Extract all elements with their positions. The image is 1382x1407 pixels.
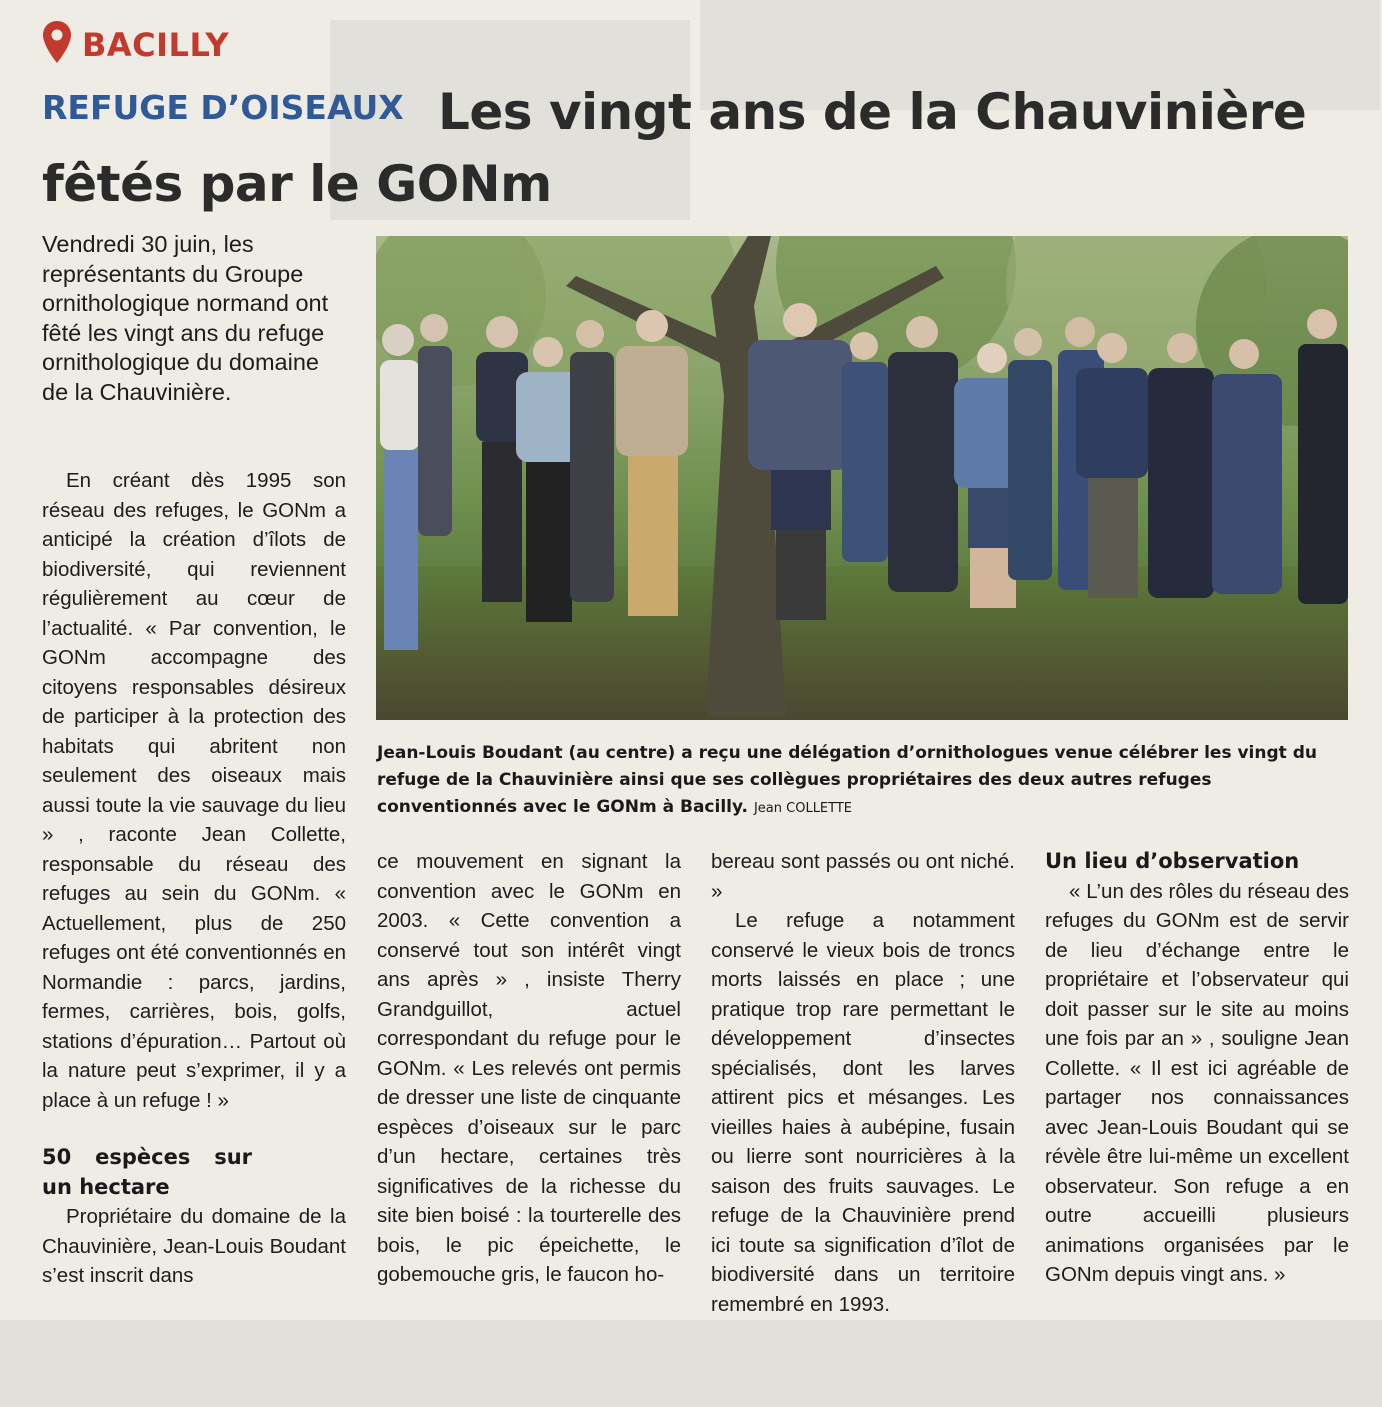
article-photo <box>376 236 1348 720</box>
body-paragraph: Le refuge a notamment conservé le vieux bois de troncs morts laissés en place ; une pratique trop rare permettant le développement d’insectes spécialisés, dont les larves attirent pics et mésanges. Les vieilles haies à aubépine, fusain ou lierre sont nourricières à la saison des fruits sauvages. Le refuge de la Chauvinière prend ici toute sa signification d’îlot de biodiversité dans un territoire remembré en 1993. <box>711 909 1015 1316</box>
body-paragraph: « L’un des rôles du réseau des refuges du GONm est de servir de lieu d’échange entre le propriétaire et l’observateur qui doit passer sur le site au moins une fois par an » , souligne Jean Collette. « Il est ici agréable de partager nos connaissances avec Jean-Louis Boudant qui se révèle être lui-même un excellent observateur. Son refuge a en outre accueilli plusieurs animations organisées par le GONm depuis vingt ans. » <box>1045 879 1349 1286</box>
group-photo-illustration <box>376 236 1348 720</box>
body-column-2 <box>377 847 681 1290</box>
subheading-lieu-observation: Un lieu d’observation <box>1045 849 1300 873</box>
body-paragraph: ce mouvement en signant la convention avec le GONm en 2003. « Cette convention a conservé tout son intérêt vingt ans après » , insiste Therry Grandguillot, actuel correspondant du refuge pour le GONm. « Les relevés ont permis de dresser une liste de cinquante espèces d’oiseaux sur le parc d’un hectare, certaines très significatives de la richesse du site bien boisé : la tourterelle des bois, le pic épeichette, le gobemouche gris, le faucon ho- <box>377 850 681 1286</box>
location-label: BACILLY <box>82 26 230 64</box>
body-column-3 <box>711 847 1015 1319</box>
body-column-1 <box>42 466 346 1291</box>
photo-credit: Jean COLLETTE <box>753 801 853 816</box>
photo-caption <box>377 740 1347 822</box>
bleed-through-strip <box>0 1320 1382 1407</box>
article-lead: Vendredi 30 juin, les représentants du Groupe ornithologique normand ont fêté les vingt ans du refuge ornithologique du domaine de la Chauvinière. <box>42 231 329 405</box>
body-paragraph: Propriétaire du domaine de la Chauvinière, Jean-Louis Boudant s’est inscrit dans <box>42 1205 346 1287</box>
body-paragraph: En créant dès 1995 son réseau des refuges, le GONm a anticipé la création d’îlots de biodiversité, qui reviennent régulièrement au cœur de l’actualité. « Par convention, le GONm accompagne des citoyens responsables désireux de participer à la protection des habitats qui abritent non seulement des oiseaux mais aussi toute la vie sauvage du lieu » , raconte Jean Collette, responsable du réseau des refuges au sein du GONm. « Actuellement, plus de 250 refuges ont été conventionnés en Normandie : parcs, jardins, fermes, carrières, bois, golfs, stations d’épuration… Partout où la nature peut s’exprimer, il y a place à un refuge ! » <box>42 469 346 1112</box>
photo-caption-text: Jean-Louis Boudant (au centre) a reçu une délégation d’ornithologues venue célébrer les vingt du refuge de la Chauvinière ainsi que ses collègues propriétaires des deux autres refuges conventionnés avec le GONm à Bacilly. <box>377 743 1317 817</box>
body-paragraph: bereau sont passés ou ont niché. » <box>711 850 1015 903</box>
article-kicker: REFUGE D’OISEAUX <box>42 88 404 127</box>
body-column-4 <box>1045 847 1349 1290</box>
subheading-50-especes: 50 espèces sur un hectare <box>42 1145 252 1199</box>
article-headline: Les vingt ans de la Chauvinière fêtés par le GONm <box>42 83 1307 213</box>
location-pin-icon <box>42 20 72 64</box>
